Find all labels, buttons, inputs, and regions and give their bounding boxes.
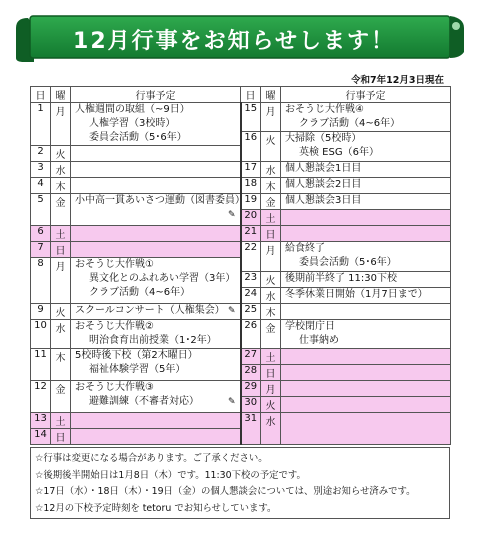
right-event-cell: [281, 162, 451, 178]
header-weekday: 曜: [51, 87, 71, 103]
left-event-cell: [71, 146, 241, 162]
left-day-cell: 1: [31, 103, 51, 146]
left-event-cell: [71, 242, 241, 258]
right-weekday-cell: 金: [261, 194, 281, 210]
right-weekday-cell: 金: [261, 320, 281, 349]
table-row: [31, 162, 451, 178]
left-weekday-cell: 木: [51, 178, 71, 194]
left-day-cell: 10: [31, 320, 51, 349]
table-row: [31, 242, 451, 258]
note-line: ☆12月の下校予定時刻を tetoru でお知らせしています。: [35, 502, 277, 514]
left-event-cell: [71, 162, 241, 178]
right-event-cell: [281, 272, 451, 288]
left-weekday-cell: 水: [51, 320, 71, 349]
event-line: [75, 208, 238, 222]
table-row: [31, 349, 451, 365]
left-event-cell: [71, 103, 241, 146]
event-line: [285, 304, 448, 318]
right-weekday-cell: 月: [261, 103, 281, 132]
table-row: [31, 178, 451, 194]
right-event-cell: [281, 381, 451, 397]
right-weekday-cell: 水: [261, 413, 281, 445]
right-event-cell: [281, 365, 451, 381]
header-day: 日: [31, 87, 51, 103]
event-line: [285, 397, 448, 411]
left-weekday-cell: 金: [51, 381, 71, 413]
event-line: 小中高一貫あいさつ運動（図書委員）: [75, 195, 245, 206]
header-plan: 行事予定: [71, 87, 241, 103]
pencil-icon: ✎: [227, 210, 236, 220]
date-label: 令和7年12月3日現在: [351, 75, 444, 86]
event-line: [285, 365, 448, 379]
left-weekday-cell: 日: [51, 242, 71, 258]
pencil-icon: ✎: [227, 397, 236, 407]
right-event-cell: [281, 304, 451, 320]
right-weekday-cell: 火: [261, 132, 281, 162]
right-day-cell: 30: [241, 397, 261, 413]
event-line: 避難訓練（不審者対応） ✎: [89, 396, 236, 407]
left-day-cell: 8: [31, 258, 51, 304]
left-weekday-cell: 金: [51, 194, 71, 226]
right-day-cell: 21: [241, 226, 261, 242]
event-line: [285, 210, 448, 224]
right-day-cell: 27: [241, 349, 261, 365]
header-plan: 行事予定: [281, 87, 451, 103]
left-weekday-cell: 火: [51, 146, 71, 162]
left-day-cell: 5: [31, 194, 51, 226]
event-line: 個人懇談会1日目: [285, 163, 362, 174]
right-day-cell: 20: [241, 210, 261, 226]
event-line: 福祉体験学習（5年）: [89, 364, 186, 375]
right-event-cell: [281, 288, 451, 304]
right-day-cell: 31: [241, 413, 261, 445]
header-day: 日: [241, 87, 261, 103]
event-line: 人権週間の取組（~9日）: [75, 104, 190, 115]
event-line: クラブ活動（4~6年）: [89, 287, 191, 298]
right-day-cell: 23: [241, 272, 261, 288]
left-event-cell: [71, 413, 241, 429]
left-day-cell: 7: [31, 242, 51, 258]
event-line: 異文化とのふれあい学習（3年）: [89, 273, 236, 284]
left-weekday-cell: 土: [51, 226, 71, 242]
schedule-table: [30, 86, 451, 445]
left-day-cell: 3: [31, 162, 51, 178]
event-line: [285, 381, 448, 395]
event-line: [75, 146, 238, 160]
event-line: おそうじ大作戦④: [285, 104, 364, 115]
right-day-cell: 25: [241, 304, 261, 320]
right-weekday-cell: 月: [261, 381, 281, 397]
right-day-cell: 18: [241, 178, 261, 194]
event-line: 学校閉庁日: [285, 321, 335, 332]
table-row: [31, 103, 451, 118]
event-line: 委員会活動（5･6年）: [299, 257, 397, 268]
event-line: 個人懇談会3日目: [285, 195, 362, 206]
right-weekday-cell: 日: [261, 226, 281, 242]
right-event-cell: [281, 194, 451, 210]
left-day-cell: 14: [31, 429, 51, 445]
right-day-cell: 28: [241, 365, 261, 381]
table-row: [31, 304, 451, 320]
note-line: ☆17日（水）・18日（木）・19日（金）の個人懇談会については、別途お知らせ済みです。: [35, 486, 416, 497]
notes-box: [30, 447, 450, 519]
right-weekday-cell: 土: [261, 210, 281, 226]
right-event-cell: [281, 226, 451, 242]
right-day-cell: 15: [241, 103, 261, 132]
right-weekday-cell: 土: [261, 349, 281, 365]
event-line: 人権学習（3校時）: [89, 118, 176, 129]
event-line: 明治食育出前授業（1･2年）: [89, 335, 217, 346]
event-line: おそうじ大作戦②: [75, 321, 154, 332]
right-day-cell: 19: [241, 194, 261, 210]
event-line: 後期前半終了 11:30下校: [285, 273, 397, 284]
event-line: [75, 162, 238, 176]
event-line: 5校時後下校（第2木曜日）: [75, 350, 198, 361]
table-row: [31, 320, 451, 335]
event-line: 英検 ESG（6年）: [299, 147, 379, 158]
right-event-cell: [281, 178, 451, 194]
header-weekday: 曜: [261, 87, 281, 103]
event-line: 個人懇談会2日目: [285, 179, 362, 190]
page-title: 12月行事をお知らせします！: [73, 29, 395, 54]
note-line: ☆行事は変更になる場合があります。ご了承ください。: [35, 453, 268, 464]
event-line: [75, 429, 238, 443]
right-day-cell: 17: [241, 162, 261, 178]
left-event-cell: [71, 381, 241, 413]
event-line: [285, 349, 448, 363]
right-weekday-cell: 水: [261, 288, 281, 304]
left-day-cell: 6: [31, 226, 51, 242]
left-day-cell: 11: [31, 349, 51, 381]
pencil-icon: ✎: [227, 306, 236, 316]
left-day-cell: 9: [31, 304, 51, 320]
right-event-cell: [281, 349, 451, 365]
right-event-cell: [281, 242, 451, 272]
left-day-cell: 4: [31, 178, 51, 194]
left-weekday-cell: 木: [51, 349, 71, 381]
left-event-cell: [71, 194, 245, 226]
event-line: [285, 413, 448, 427]
event-line: [75, 178, 238, 192]
right-day-cell: 16: [241, 132, 261, 162]
left-day-cell: 12: [31, 381, 51, 413]
event-line: [75, 226, 238, 240]
right-event-cell: [281, 413, 451, 445]
right-weekday-cell: 水: [261, 162, 281, 178]
table-row: [31, 226, 451, 242]
event-line: 仕事納め: [299, 335, 339, 346]
left-event-cell: [71, 178, 241, 194]
left-day-cell: 2: [31, 146, 51, 162]
event-line: クラブ活動（4~6年）: [299, 118, 401, 129]
table-row: [31, 413, 451, 429]
right-event-cell: [281, 320, 451, 349]
event-line: [75, 413, 238, 427]
right-weekday-cell: 火: [261, 272, 281, 288]
left-weekday-cell: 火: [51, 304, 71, 320]
left-weekday-cell: 水: [51, 162, 71, 178]
left-weekday-cell: 月: [51, 258, 71, 304]
left-event-cell: [71, 226, 241, 242]
right-weekday-cell: 日: [261, 365, 281, 381]
right-event-cell: [281, 132, 451, 162]
left-event-cell: [71, 304, 241, 320]
table-row: [31, 194, 451, 210]
right-weekday-cell: 火: [261, 397, 281, 413]
event-line: 大掃除（5校時）: [285, 133, 362, 144]
right-event-cell: [281, 397, 451, 413]
event-line: スクールコンサート（人権集会） ✎: [75, 305, 236, 316]
table-row: [31, 381, 451, 397]
note-line: ☆後期後半開始日は1月8日（木）です。11:30下校の予定です。: [35, 469, 306, 481]
left-event-cell: [71, 349, 241, 381]
event-line: [75, 242, 238, 256]
right-weekday-cell: 月: [261, 242, 281, 272]
left-weekday-cell: 月: [51, 103, 71, 146]
event-line: [285, 226, 448, 240]
right-event-cell: [281, 210, 451, 226]
event-line: 委員会活動（5･6年）: [89, 132, 187, 143]
right-event-cell: [281, 103, 451, 132]
event-line: 冬季休業日開始（1月7日まで）: [285, 289, 428, 300]
left-weekday-cell: 日: [51, 429, 71, 445]
right-weekday-cell: 木: [261, 178, 281, 194]
right-weekday-cell: 木: [261, 304, 281, 320]
left-weekday-cell: 土: [51, 413, 71, 429]
right-day-cell: 22: [241, 242, 261, 272]
right-day-cell: 24: [241, 288, 261, 304]
left-event-cell: [71, 429, 241, 445]
event-line: おそうじ大作戦①: [75, 259, 154, 270]
left-event-cell: [71, 320, 241, 349]
event-line: 給食終了: [285, 243, 325, 254]
event-line: おそうじ大作戦③: [75, 382, 154, 393]
left-event-cell: [71, 258, 241, 304]
title-banner: [14, 12, 466, 64]
table-header-row: [31, 87, 451, 103]
left-day-cell: 13: [31, 413, 51, 429]
right-day-cell: 26: [241, 320, 261, 349]
right-day-cell: 29: [241, 381, 261, 397]
